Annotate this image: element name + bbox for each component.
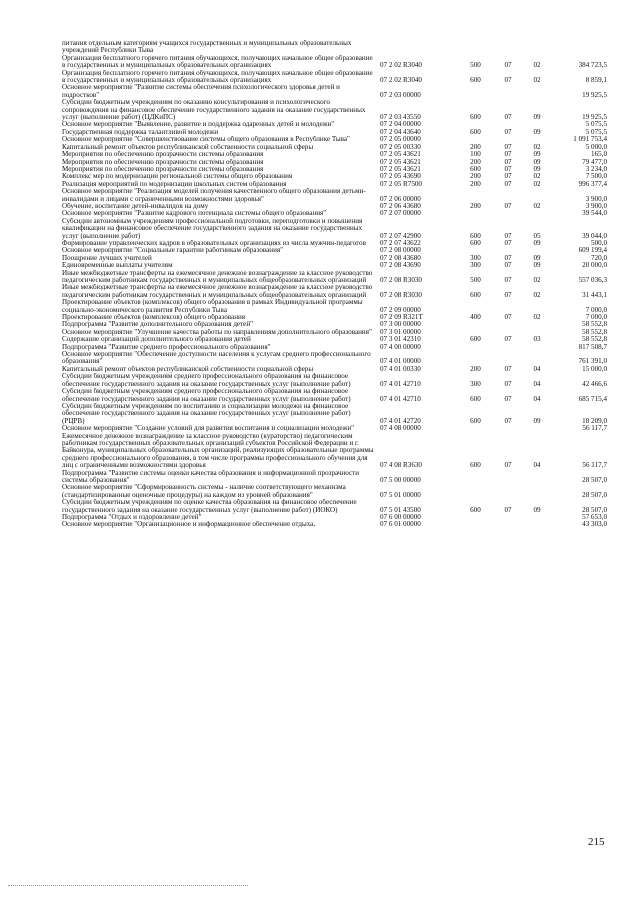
row-section-cell: 07 [504, 128, 512, 136]
table-row [62, 121, 607, 128]
row-subsection-cell: 09 [533, 113, 541, 122]
row-name-cell: Субсидии автономным учреждениям профессиональной подготовки, переподготовки и повышения квалификации на финансовое обеспечение государственного задания на оказание государственных услуг (выполнение работ) [62, 217, 363, 240]
row-code-cell: 07 2 08 43680 [380, 254, 421, 262]
row-code-cell: 07 4 00 00000 [380, 343, 421, 351]
row-expense-type-cell: 600 [470, 394, 481, 403]
row-code-cell: 07 2 09 00000 [380, 305, 421, 314]
row-subsection-cell: 02 [533, 180, 541, 188]
row-section-cell: 07 [504, 202, 512, 210]
row-subsection-cell: 09 [533, 505, 541, 514]
table-row [62, 255, 607, 262]
row-subsection-cell: 09 [533, 158, 541, 166]
row-name-cell: Субсидии бюджетным учреждениям по оценке качества образования на финансовое обеспечение государственного задания на оказание государственных услуг (выполнение работ) (ИОКО) [62, 499, 357, 514]
row-subsection-cell [523, 470, 551, 485]
row-name-cell: Основное мероприятие "Социальные гарантии работникам образования" [62, 247, 284, 255]
row-subsection-cell [523, 351, 551, 366]
row-section-cell [493, 321, 523, 328]
row-expense-type-cell [458, 425, 493, 432]
page-number: 215 [588, 836, 605, 848]
row-expense-type-cell: 600 [470, 336, 481, 344]
row-expense-type-cell [458, 470, 493, 485]
row-section-cell: 07 [504, 158, 512, 166]
budget-table-body [62, 40, 607, 529]
table-row [62, 499, 607, 514]
table-row [62, 521, 607, 528]
row-subsection-cell: 02 [533, 61, 541, 70]
row-expense-type-cell [458, 136, 493, 143]
row-subsection-cell: 02 [533, 76, 541, 85]
row-section-cell: 07 [504, 151, 512, 159]
row-expense-type-cell [458, 210, 493, 217]
row-subsection-cell: 09 [533, 165, 541, 173]
row-subsection-cell: 09 [533, 151, 541, 159]
table-row [62, 70, 607, 85]
row-section-cell [493, 425, 523, 432]
row-expense-type-cell: 300 [470, 254, 481, 262]
row-section-cell [493, 40, 523, 55]
table-row [62, 40, 607, 55]
table-row [62, 321, 607, 328]
row-name-cell: Проектирование объектов (комплексов) общего образования в рамках Индивидуальной программы социально-экономического развития Республики Тыва [62, 299, 363, 314]
row-subsection-cell [523, 521, 551, 528]
row-subsection-cell: 02 [533, 202, 541, 210]
row-name-cell: Мероприятия по обеспечению прозрачности системы образования [62, 151, 264, 159]
table-row [62, 173, 607, 180]
row-code-cell: 07 4 01 00330 [380, 365, 421, 373]
row-name-cell: Поощрение лучших учителей [62, 254, 152, 262]
row-subsection-cell: 02 [533, 173, 541, 181]
table-row [62, 366, 607, 373]
row-subsection-cell [523, 84, 551, 99]
row-code-cell: 07 2 03 43550 [380, 113, 421, 122]
row-amount-cell: 1 091 753,4 [573, 136, 607, 144]
row-code-cell: 07 2 05 00000 [380, 136, 421, 144]
row-code-cell: 07 2 05 43621 [380, 151, 421, 159]
row-section-cell [493, 344, 523, 351]
row-expense-type-cell: 600 [470, 76, 481, 85]
table-row [62, 514, 607, 521]
row-expense-type-cell: 200 [470, 180, 481, 188]
row-code-cell: 07 2 05 43621 [380, 165, 421, 173]
row-section-cell: 07 [504, 290, 512, 299]
row-name-cell: Подпрограмма "Отдых и оздоровление детей" [62, 514, 202, 521]
row-amount-cell: 58 552,8 [582, 336, 607, 344]
row-subsection-cell [523, 299, 551, 314]
row-expense-type-cell [458, 521, 493, 528]
row-name-cell: Капитальный ремонт объектов республиканской собственности социальной сферы [62, 365, 314, 373]
row-expense-type-cell: 200 [470, 173, 481, 181]
row-subsection-cell [523, 247, 551, 254]
row-section-cell: 07 [504, 113, 512, 122]
row-subsection-cell: 09 [533, 254, 541, 262]
table-row [62, 299, 607, 314]
row-amount-cell: 817 508,7 [578, 343, 607, 351]
row-subsection-cell [523, 188, 551, 203]
table-row [62, 270, 607, 285]
row-subsection-cell: 05 [533, 231, 541, 240]
row-name-cell: Основное мероприятие "Совершенствование системы общего образования в Республике Тыва" [62, 136, 350, 144]
row-name-cell: Капитальный ремонт объектов республиканской собственности социальной сферы [62, 143, 314, 151]
row-section-cell: 07 [504, 231, 512, 240]
row-name-cell: Субсидии бюджетным учреждениям по оказанию консультирования и психологического сопровождения на финансовое обеспечение государственного задания на оказание государственных услуг (выполнение работ) (ЦДКиПС) [62, 99, 366, 122]
row-expense-type-cell [458, 514, 493, 521]
row-code-cell: 07 4 01 42710 [380, 379, 421, 388]
table-row [62, 203, 607, 210]
row-expense-type-cell: 200 [470, 158, 481, 166]
row-code-cell: 07 2 08 R3030 [380, 276, 422, 284]
row-name-cell: Основное мероприятие "Реализация моделей получения качественного общего образования детьми-инвалидами и лицами с ограниченными возможностями здоровья" [62, 188, 366, 203]
table-row [62, 151, 607, 158]
row-subsection-cell [523, 136, 551, 143]
table-row [62, 210, 607, 217]
row-name-cell: Организация бесплатного горячего питания обучающихся, получающих начальное общее образование в государственных и муниципальных образовательных организациях [62, 54, 373, 70]
row-subsection-cell [523, 425, 551, 432]
row-code-cell: 07 2 05 43690 [380, 173, 421, 181]
row-code-cell: 07 4 01 42710 [380, 394, 421, 403]
table-row [62, 373, 607, 388]
row-section-cell: 07 [504, 239, 512, 247]
row-expense-type-cell: 600 [470, 239, 481, 247]
row-code-cell: 07 2 05 00330 [380, 143, 421, 151]
row-subsection-cell: 09 [533, 128, 541, 136]
row-code-cell: 07 2 03 00000 [380, 90, 421, 99]
row-section-cell: 07 [504, 262, 512, 270]
row-amount-cell: 28 507,0 [582, 505, 607, 514]
row-subsection-cell: 03 [533, 336, 541, 344]
table-row [62, 425, 607, 432]
row-name-cell: Обучение, воспитание детей-инвалидов на дому [62, 202, 209, 210]
row-expense-type-cell: 200 [470, 365, 481, 373]
row-expense-type-cell [458, 188, 493, 203]
row-code-cell: 07 4 01 00000 [380, 357, 421, 366]
row-code-cell: 07 4 08 R3630 [380, 461, 422, 470]
row-name-cell: Иные межбюджетные трансферты на ежемесячное денежное вознаграждение за классное руководство педагогическим работникам государственных и муниципальных общеобразовательных организаций [62, 284, 373, 299]
row-name-cell: Формирование управленческих кадров в образовательных организациях из числа мужчин-педагогов [62, 239, 366, 247]
row-code-cell: 07 6 00 00000 [380, 514, 421, 521]
row-amount-cell [551, 40, 607, 55]
row-section-cell: 07 [504, 314, 512, 322]
row-section-cell: 07 [504, 379, 512, 388]
row-section-cell: 07 [504, 254, 512, 262]
table-row [62, 99, 607, 121]
row-expense-type-cell: 100 [470, 151, 481, 159]
row-section-cell [493, 299, 523, 314]
row-amount-cell: 609 199,4 [578, 247, 607, 255]
table-row [62, 55, 607, 70]
row-expense-type-cell [458, 40, 493, 55]
row-code-cell: 07 2 04 43640 [380, 128, 421, 136]
row-amount-cell: 7 500,0 [585, 173, 607, 181]
table-row [62, 181, 607, 188]
footer-divider [8, 885, 248, 886]
table-row [62, 388, 607, 403]
table-row [62, 166, 607, 173]
row-name-cell: Основное мероприятие "Сформированность системы - наличие соответствующего механизма (стандартизированные оценочные процедуры) на каждом из уровней образования" [62, 484, 346, 499]
row-section-cell: 07 [504, 394, 512, 403]
row-name-cell: Субсидии бюджетным учреждениям среднего профессионального образования на финансовое обеспечение государственного задания на оказание государственных услуг (выполнение работ) [62, 373, 351, 388]
row-code-cell: 07 3 01 42310 [380, 336, 421, 344]
table-row [62, 336, 607, 343]
row-expense-type-cell [458, 84, 493, 99]
row-expense-type-cell: 300 [470, 379, 481, 388]
row-code-cell: 07 3 01 00000 [380, 328, 421, 336]
table-row [62, 433, 607, 470]
row-amount-cell: 79 477,0 [582, 158, 607, 166]
row-section-cell: 07 [504, 180, 512, 188]
row-name-cell: Подпрограмма "Развитие дополнительного образования детей" [62, 321, 254, 329]
row-code-cell: 07 2 08 00000 [380, 247, 421, 255]
row-section-cell: 07 [504, 165, 512, 173]
row-amount-cell: 761 391,0 [578, 357, 607, 366]
table-row [62, 218, 607, 240]
row-code-cell: 07 5 01 00000 [380, 490, 421, 499]
row-name-cell: Ежемесячное денежное вознаграждение за классное руководство (кураторство) педагогическим работникам государственных образовательных организаций субъектов Российской Федерации и г. Байконура, муниципальных образовательных организаций, реализующих образовательные программы среднего профессионального образования, в том числе программы профессионального обучения для лиц с ограниченными возможностями здоровья [62, 432, 374, 470]
row-expense-type-cell: 200 [470, 202, 481, 210]
row-code-cell: 07 4 08 00000 [380, 425, 421, 433]
row-expense-type-cell: 500 [470, 276, 481, 284]
row-expense-type-cell [458, 484, 493, 499]
row-section-cell: 07 [504, 505, 512, 514]
table-row [62, 136, 607, 143]
row-code-cell: 07 2 07 00000 [380, 210, 421, 218]
row-amount-cell: 56 117,7 [582, 461, 607, 470]
row-amount-cell: 43 303,0 [582, 521, 607, 529]
row-amount-cell: 39 044,0 [582, 231, 607, 240]
row-subsection-cell: 04 [533, 461, 541, 470]
row-amount-cell: 685 715,4 [578, 394, 607, 403]
row-expense-type-cell: 600 [470, 128, 481, 136]
row-amount-cell: 57 653,0 [582, 514, 607, 521]
row-amount-cell: 5 075,5 [585, 121, 607, 129]
row-section-cell: 07 [504, 143, 512, 151]
row-code-cell: 07 2 07 43622 [380, 239, 421, 247]
row-amount-cell: 384 723,5 [578, 61, 607, 70]
row-amount-cell: 8 859,1 [585, 76, 607, 85]
row-amount-cell: 165,0 [591, 151, 607, 159]
row-section-cell [493, 188, 523, 203]
row-subsection-cell: 04 [533, 365, 541, 373]
row-name-cell: Основное мероприятие "Выявление, развитие и поддержка одаренных детей и молодежи" [62, 121, 335, 129]
row-code-cell: 07 2 02 R3040 [380, 61, 422, 70]
row-amount-cell: 3 234,0 [585, 165, 607, 173]
row-expense-type-cell [458, 344, 493, 351]
row-amount-cell: 42 466,6 [582, 379, 607, 388]
row-section-cell [493, 470, 523, 485]
row-expense-type-cell [458, 351, 493, 366]
row-section-cell: 07 [504, 276, 512, 284]
row-amount-cell: 5 000,0 [585, 143, 607, 151]
row-name-cell: Основное мероприятие "Обеспечение доступности населения к услугам среднего профессионального образования" [62, 351, 371, 366]
table-row [62, 403, 607, 425]
row-amount-cell: 28 507,0 [582, 490, 607, 499]
row-section-cell [493, 351, 523, 366]
row-subsection-cell [523, 321, 551, 328]
row-code-cell: 07 4 01 42720 [380, 416, 421, 425]
row-amount-cell: 20 000,0 [582, 262, 607, 270]
row-amount-cell: 39 544,0 [582, 210, 607, 218]
row-name-cell: Иные межбюджетные трансферты на ежемесячное денежное вознаграждение за классное руководство педагогическим работникам государственных и муниципальных общеобразовательных организаций [62, 269, 373, 284]
row-name-cell: Содержание организаций дополнительного образования детей [62, 336, 251, 344]
row-subsection-cell [523, 344, 551, 351]
row-subsection-cell: 04 [533, 394, 541, 403]
row-expense-type-cell: 600 [470, 416, 481, 425]
row-amount-cell: 19 925,5 [582, 90, 607, 99]
row-section-cell: 07 [504, 173, 512, 181]
row-name-cell: Комплекс мер по модернизации региональной системы общего образования [62, 173, 293, 181]
row-expense-type-cell [458, 247, 493, 254]
row-name-cell: Субсидии бюджетным учреждениям по воспитанию и социализации молодежи на финансовое обеспечение государственного задания на оказание государственных услуг (выполнение работ) (РЦРВ) [62, 402, 351, 425]
row-name-cell: Мероприятия по обеспечению прозрачности системы образования [62, 165, 264, 173]
row-subsection-cell [523, 514, 551, 521]
row-subsection-cell: 09 [533, 239, 541, 247]
row-name-cell: Проектирование объектов (комплексов) общего образования [62, 314, 246, 322]
row-section-cell [493, 136, 523, 143]
table-row [62, 84, 607, 99]
row-amount-cell: 56 117,7 [582, 425, 607, 433]
table-row [62, 344, 607, 351]
row-expense-type-cell [458, 121, 493, 128]
row-amount-cell: 15 000,0 [582, 365, 607, 373]
row-section-cell [493, 484, 523, 499]
row-amount-cell: 58 552,8 [582, 328, 607, 336]
row-name-cell: Основное мероприятие "Организационное и информационное обеспечение отдыха, [62, 521, 316, 529]
row-name-cell: Основное мероприятие "Развитие системы обеспечения психологического здоровья детей и подростков" [62, 84, 340, 99]
row-section-cell: 07 [504, 461, 512, 470]
row-section-cell [493, 514, 523, 521]
row-code-cell: 07 6 01 00000 [380, 521, 421, 529]
row-code-cell: 07 2 06 00000 [380, 194, 421, 203]
row-subsection-cell: 09 [533, 262, 541, 270]
row-subsection-cell: 02 [533, 290, 541, 299]
row-expense-type-cell: 600 [470, 290, 481, 299]
row-name-cell: питания отдельным категориям учащихся государственных и муниципальных образовательных учреждений Республики Тыва [62, 40, 352, 55]
table-row [62, 262, 607, 269]
row-expense-type-cell [458, 321, 493, 328]
row-section-cell: 07 [504, 61, 512, 70]
row-name-cell: Реализация мероприятий по модернизации школьных систем образования [62, 180, 287, 188]
row-amount-cell: 58 552,8 [582, 321, 607, 329]
row-amount-cell: 500,0 [591, 239, 607, 247]
row-section-cell [493, 210, 523, 217]
row-expense-type-cell: 200 [470, 143, 481, 151]
row-amount-cell: 3 900,0 [585, 194, 607, 203]
row-expense-type-cell: 600 [470, 165, 481, 173]
row-code-cell: 07 2 07 42900 [380, 231, 421, 240]
row-code-cell: 07 2 08 R3030 [380, 290, 422, 299]
row-subsection-cell: 02 [533, 143, 541, 151]
row-subsection-cell: 02 [533, 314, 541, 322]
row-code-cell: 07 2 05 43621 [380, 158, 421, 166]
row-subsection-cell [523, 484, 551, 499]
row-name-cell: Основное мероприятие "Улучшение качества работы по направлениям дополнительного образования" [62, 328, 372, 336]
table-row [62, 351, 607, 366]
row-subsection-cell: 09 [533, 416, 541, 425]
row-name-cell: Основное мероприятие "Создание условий для развития воспитания и социализации молодежи" [62, 425, 355, 433]
row-section-cell: 07 [504, 76, 512, 85]
row-subsection-cell [523, 210, 551, 217]
row-amount-cell: 5 075,5 [585, 128, 607, 136]
table-row [62, 314, 607, 321]
row-amount-cell: 7 000,0 [585, 314, 607, 322]
table-row [62, 329, 607, 336]
row-amount-cell: 7 000,0 [585, 305, 607, 314]
row-section-cell: 07 [504, 365, 512, 373]
table-row [62, 470, 607, 485]
row-expense-type-cell: 500 [470, 61, 481, 70]
budget-table [62, 40, 607, 529]
row-name-cell: Организация бесплатного горячего питания обучающихся, получающих начальное общее образование в государственных и муниципальных образовательных организациях [62, 69, 373, 85]
table-row [62, 188, 607, 203]
row-subsection-cell: 04 [533, 379, 541, 388]
row-expense-type-cell: 600 [470, 113, 481, 122]
table-row [62, 484, 607, 499]
row-amount-cell: 557 036,3 [578, 276, 607, 284]
row-code-cell [380, 40, 458, 55]
row-section-cell [493, 247, 523, 254]
row-name-cell: Субсидии бюджетным учреждениям среднего профессионального образования на финансовое обеспечение государственного задания на оказание государственных услуг (выполнение работ) [62, 388, 351, 403]
row-section-cell: 07 [504, 336, 512, 344]
row-amount-cell: 18 209,0 [582, 416, 607, 425]
row-code-cell: 07 5 01 43500 [380, 505, 421, 514]
row-name-cell: Основное мероприятие "Развитие кадрового потенциала системы общего образования" [62, 210, 327, 218]
row-code-cell: 07 2 06 43680 [380, 202, 421, 210]
table-row [62, 144, 607, 151]
row-subsection-cell [523, 329, 551, 336]
row-name-cell: Мероприятия по обеспечению прозрачности системы образования [62, 158, 264, 166]
row-name-cell: Подпрограмма "Развитие среднего профессионального образования" [62, 343, 271, 351]
row-expense-type-cell [458, 299, 493, 314]
table-row [62, 240, 607, 247]
row-amount-cell: 28 507,0 [582, 475, 607, 484]
row-code-cell: 07 2 05 R7500 [380, 180, 422, 188]
row-section-cell [493, 121, 523, 128]
row-amount-cell: 19 925,5 [582, 113, 607, 122]
table-row [62, 247, 607, 254]
row-section-cell: 07 [504, 416, 512, 425]
row-section-cell [493, 521, 523, 528]
row-subsection-cell [523, 121, 551, 128]
table-row [62, 284, 607, 299]
row-amount-cell: 720,0 [591, 254, 607, 262]
row-name-cell: Единовременные выплаты учителям [62, 262, 173, 270]
row-code-cell: 07 2 02 R3040 [380, 76, 422, 85]
row-amount-cell: 31 443,1 [582, 290, 607, 299]
row-expense-type-cell: 400 [470, 314, 481, 322]
row-expense-type-cell: 600 [470, 461, 481, 470]
row-name-cell: Подпрограмма "Развитие системы оценки качества образования и информационной прозрачности системы образования" [62, 469, 359, 484]
row-expense-type-cell: 300 [470, 262, 481, 270]
table-row [62, 129, 607, 136]
row-expense-type-cell [458, 329, 493, 336]
row-code-cell: 07 2 09 R321T [380, 314, 423, 322]
row-expense-type-cell: 600 [470, 231, 481, 240]
row-section-cell [493, 329, 523, 336]
row-section-cell [493, 84, 523, 99]
row-subsection-cell: 02 [533, 276, 541, 284]
row-amount-cell: 996 377,4 [578, 180, 607, 188]
row-subsection-cell [523, 40, 551, 55]
row-code-cell: 07 2 08 43690 [380, 262, 421, 270]
row-code-cell: 07 2 04 00000 [380, 121, 421, 129]
row-expense-type-cell: 600 [470, 505, 481, 514]
table-row [62, 159, 607, 166]
row-code-cell: 07 3 00 00000 [380, 321, 421, 329]
row-amount-cell: 3 900,0 [585, 202, 607, 210]
row-code-cell: 07 5 00 00000 [380, 475, 421, 484]
row-name-cell: Государственная поддержка талантливой молодежи [62, 128, 219, 136]
